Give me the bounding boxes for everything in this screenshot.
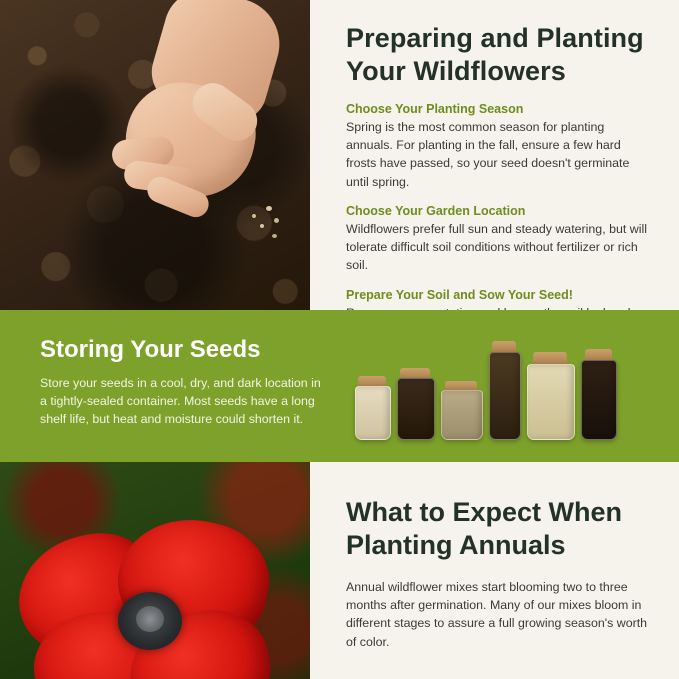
section-what-to-expect [0,462,679,679]
section2-body: Store your seeds in a cool, dry, and dark location in a tightly-sealed container. Most seeds have a long shelf life, but heat and moisture could shorten it. [40,376,321,427]
seed-dot [260,224,264,228]
section1-subhead-3: Prepare Your Soil and Sow Your Seed! [346,287,573,302]
seed-dot [252,214,256,218]
section3-text-column [310,462,679,679]
seed-jar [441,390,483,440]
seed-dot [274,218,279,223]
seed-jar [397,378,435,440]
section3-body: Annual wildflower mixes start blooming two to three months after germination. Many of our mixes bloom in different stages to assure a full growing season's worth of color. [346,579,648,649]
section1-subhead-1: Choose Your Planting Season [346,101,524,116]
section-preparing-planting [0,0,679,310]
section-storing-seeds [0,310,679,462]
seed-jar [527,364,575,440]
seed-dot [266,206,272,211]
seed-jar [489,352,521,440]
section1-text-column [310,0,679,310]
section3-heading: What to Expect When Planting Annuals [346,497,622,560]
hand-sowing-seeds-image [0,0,310,310]
section1-body-2: Wildflowers prefer full sun and steady watering, but will tolerate difficult soil conditions without fertilizer or rich soil. [346,221,647,273]
section2-heading: Storing Your Seeds [40,336,261,363]
seed-jar [581,360,617,440]
seed-jar [355,386,391,440]
section1-subhead-2: Choose Your Garden Location [346,203,526,218]
section1-body-1: Spring is the most common season for planting annuals. For planting in the fall, ensure a few hard frosts have passed, so your seed doesn't germinate until spring. [346,119,630,189]
section2-text-column [0,310,345,462]
section1-heading: Preparing and Planting Your Wildflowers [346,23,644,86]
red-poppy-image [0,462,310,679]
hand-illustration [96,18,286,233]
seed-dot [272,234,277,238]
poppy-center [118,592,182,650]
seed-jars-image [345,310,679,462]
